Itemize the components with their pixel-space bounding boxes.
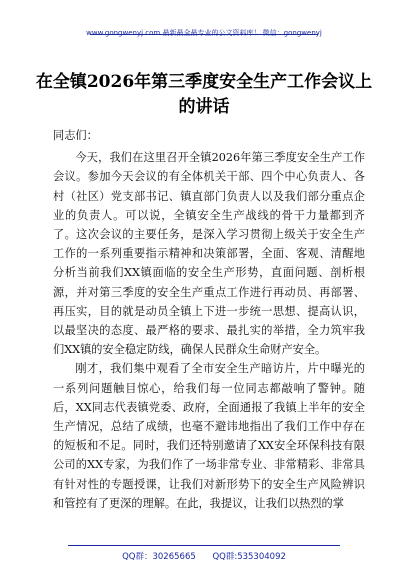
footer-qq-group-1: QQ群：30265665 [122,552,196,562]
body-paragraph-1: 今天，我们在这里召开全镇2026年第三季度安全生产工作会议。参加今天会议的有全体机关干部、四个中心负责人、各村（社区）党支部书记、镇直部门负责人以及我们部分重点企业的负责人。可以说，全镇安全生产战线的骨干力量都到齐了。这次会议的主要任务，是深入学习贯彻上级关于安全生产工作的一系列重要指示精神和决策部署，全面、客观、清醒地分析当前我们XX镇面临的安全生产形势，直面问题、剖析根源，并对第三季度的安全生产重点工作进行再动员、再部署、再压实，目的就是动员全镇上下进一步统一思想、提高认识，以最坚决的态度、最严格的要求、最扎实的举措，全力筑牢我们XX镇的安全稳定防线，确保人民群众生命财产安全。 [53,151,365,357]
document-body [53,126,365,513]
header-website-text: www.gongwenyj.com 最新最全最专业的公文资料库！ 微信：gongwenyj [86,29,322,37]
header-divider [90,34,318,35]
body-paragraph-2: 刚才，我们集中观看了全市安全生产暗访片，片中曝光的一系列问题触目惊心，给我们每一位同志都敲响了警钟。随后，XX同志代表镇党委、政府，全面通报了我镇上半年的安全生产情况，总结了成绩，也毫不避讳地指出了我们工作中存在的短板和不足。同时，我们还特别邀请了XX安全环保科技有限公司的XX专家，为我们作了一场非常专业、非常精彩、非常具有针对性的专题授课，让我们对新形势下的安全生产风险辨识和管控有了更深的理解。在此，我提议，让我们以热烈的掌 [53,362,365,510]
greeting: 同志们： [53,129,98,142]
page-footer [0,550,408,562]
page-header [0,0,408,44]
footer-divider [68,545,340,546]
footer-qq-group-2: QQ群:535304092 [212,552,286,562]
document-title: 在全镇2026年第三季度安全生产工作会议上的讲话 [35,72,373,117]
